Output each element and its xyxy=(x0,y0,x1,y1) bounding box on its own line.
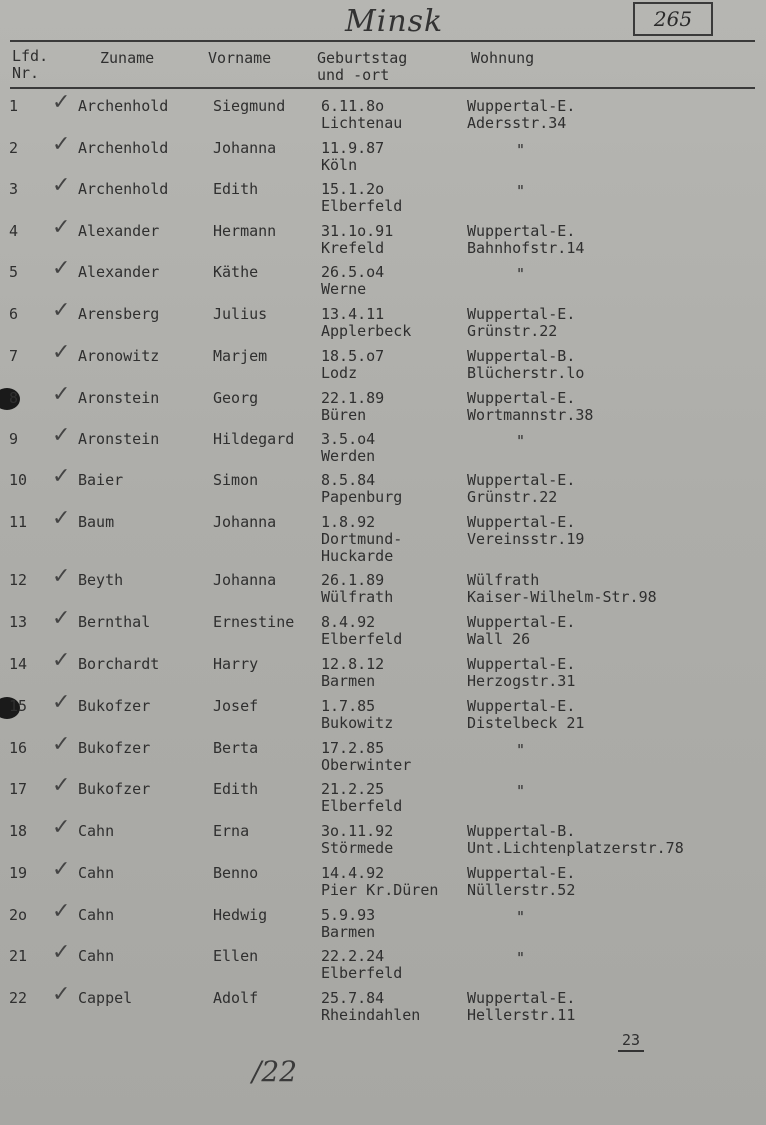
first-name: Käthe xyxy=(213,263,259,281)
address-line1: Wuppertal-E. xyxy=(467,513,576,531)
first-name: Erna xyxy=(213,822,250,840)
surname: Aronstein xyxy=(78,430,160,448)
birth-info xyxy=(321,948,402,982)
first-name: Johanna xyxy=(213,571,277,589)
row-number: 15 xyxy=(9,697,28,715)
table-row xyxy=(0,606,766,656)
address xyxy=(467,98,575,132)
birth-info xyxy=(321,98,402,132)
birth-place: Elberfeld xyxy=(321,797,403,815)
address-line2: Grünstr.22 xyxy=(467,488,558,506)
surname: Aronstein xyxy=(78,389,160,407)
first-name: Ellen xyxy=(213,947,259,965)
address-line1: " xyxy=(516,141,526,159)
first-name: Hedwig xyxy=(213,906,268,924)
address xyxy=(516,742,525,759)
address-line1: Wuppertal-E. xyxy=(467,471,576,489)
header-top-rule xyxy=(10,40,755,42)
address xyxy=(467,823,684,857)
surname: Bernthal xyxy=(78,613,151,631)
surname: Cappel xyxy=(78,989,133,1007)
row-number: 12 xyxy=(9,571,28,589)
birth-place: Barmen xyxy=(321,923,376,941)
address-line1: " xyxy=(516,182,526,200)
surname: Archenhold xyxy=(78,97,169,115)
birth-info xyxy=(321,223,393,257)
address xyxy=(467,472,575,506)
address-line1: Wülfrath xyxy=(467,571,540,589)
check-mark-icon: ✓ xyxy=(52,940,71,965)
birth-date: 22.2.24 xyxy=(321,947,385,965)
birth-place: Köln xyxy=(321,156,358,174)
address xyxy=(467,990,575,1024)
birth-info xyxy=(321,740,411,774)
row-number: 5 xyxy=(9,263,19,281)
address-line2: Adersstr.34 xyxy=(467,114,567,132)
check-mark-icon: ✓ xyxy=(52,690,71,715)
first-name: Julius xyxy=(213,305,268,323)
header-lfd-nr xyxy=(12,48,48,82)
check-mark-icon: ✓ xyxy=(52,340,71,365)
address-line2: Hellerstr.11 xyxy=(467,1006,576,1024)
table-row xyxy=(0,256,766,306)
table-row xyxy=(0,982,766,1032)
header-geburt-line2: und -ort xyxy=(317,66,390,84)
birth-date: 15.1.2o xyxy=(321,180,385,198)
birth-date: 11.9.87 xyxy=(321,139,385,157)
row-number: 8 xyxy=(9,389,19,407)
check-mark-icon: ✓ xyxy=(52,464,71,489)
surname: Alexander xyxy=(78,222,160,240)
row-number: 14 xyxy=(9,655,28,673)
birth-place: Oberwinter xyxy=(321,756,412,774)
surname: Archenhold xyxy=(78,180,169,198)
address-line1: " xyxy=(516,265,526,283)
row-number: 10 xyxy=(9,471,28,489)
birth-place: Elberfeld xyxy=(321,964,403,982)
address xyxy=(467,572,657,606)
check-mark-icon: ✓ xyxy=(52,857,71,882)
birth-place: Papenburg xyxy=(321,488,403,506)
row-number: 2 xyxy=(9,139,19,157)
birth-info xyxy=(321,306,411,340)
birth-date: 14.4.92 xyxy=(321,864,385,882)
surname: Cahn xyxy=(78,947,115,965)
table-row xyxy=(0,899,766,949)
birth-place: Applerbeck xyxy=(321,322,412,340)
table-row xyxy=(0,732,766,782)
birth-info xyxy=(321,656,384,690)
address-line2: Herzogstr.31 xyxy=(467,672,576,690)
address-line2: Blücherstr.lo xyxy=(467,364,585,382)
birth-place: Bukowitz xyxy=(321,714,394,732)
row-number: 11 xyxy=(9,513,28,531)
check-mark-icon: ✓ xyxy=(52,899,71,924)
handwritten-title-text: Minsk xyxy=(345,4,444,39)
birth-date: 8.5.84 xyxy=(321,471,376,489)
surname: Bukofzer xyxy=(78,697,151,715)
first-name: Josef xyxy=(213,697,259,715)
birth-date: 12.8.12 xyxy=(321,655,385,673)
address xyxy=(467,306,575,340)
birth-info xyxy=(321,472,402,506)
surname: Baum xyxy=(78,513,115,531)
page-number-box: 265 xyxy=(633,2,713,36)
surname: Aronowitz xyxy=(78,347,160,365)
first-name: Hildegard xyxy=(213,430,295,448)
row-number: 4 xyxy=(9,222,19,240)
check-mark-icon: ✓ xyxy=(52,815,71,840)
address-line2: Vereinsstr.19 xyxy=(467,530,585,548)
surname: Bukofzer xyxy=(78,780,151,798)
address-line1: Wuppertal-E. xyxy=(467,389,576,407)
birth-date: 22.1.89 xyxy=(321,389,385,407)
birth-info xyxy=(321,781,402,815)
birth-place: Rheindahlen xyxy=(321,1006,421,1024)
address xyxy=(467,865,575,899)
first-name: Ernestine xyxy=(213,613,295,631)
birth-date: 8.4.92 xyxy=(321,613,376,631)
row-number: 21 xyxy=(9,947,28,965)
row-number: 19 xyxy=(9,864,28,882)
birth-place: Wülfrath xyxy=(321,588,394,606)
birth-place: Barmen xyxy=(321,672,376,690)
table-row xyxy=(0,340,766,390)
table-row xyxy=(0,423,766,473)
birth-date: 21.2.25 xyxy=(321,780,385,798)
row-number: 18 xyxy=(9,822,28,840)
birth-info xyxy=(321,514,402,565)
address-line1: Wuppertal-E. xyxy=(467,305,576,323)
handwritten-footer: /22 xyxy=(252,1055,298,1088)
row-number: 13 xyxy=(9,613,28,631)
check-mark-icon: ✓ xyxy=(52,256,71,281)
header-vorname: Vorname xyxy=(208,49,272,67)
table-row xyxy=(0,464,766,514)
table-row xyxy=(0,90,766,140)
first-name: Johanna xyxy=(213,139,277,157)
birth-info xyxy=(321,990,420,1024)
birth-info xyxy=(321,264,384,298)
row-number: 9 xyxy=(9,430,19,448)
address-line1: " xyxy=(516,908,526,926)
birth-date: 26.5.o4 xyxy=(321,263,385,281)
birth-place: Büren xyxy=(321,406,367,424)
birth-date: 18.5.o7 xyxy=(321,347,385,365)
birth-date: 31.1o.91 xyxy=(321,222,394,240)
header-bottom-rule xyxy=(10,87,755,89)
birth-info xyxy=(321,865,438,899)
check-mark-icon: ✓ xyxy=(52,982,71,1007)
birth-place: Lodz xyxy=(321,364,358,382)
row-number: 6 xyxy=(9,305,19,323)
row-number: 3 xyxy=(9,180,19,198)
header-nr: Nr. xyxy=(12,64,40,82)
first-name: Johanna xyxy=(213,513,277,531)
birth-date: 3o.11.92 xyxy=(321,822,394,840)
address-line2: Unt.Lichtenplatzerstr.78 xyxy=(467,839,684,857)
address-line1: " xyxy=(516,949,526,967)
birth-info xyxy=(321,572,393,606)
address-line1: Wuppertal-E. xyxy=(467,697,576,715)
address-line2: Wall 26 xyxy=(467,630,531,648)
row-number: 7 xyxy=(9,347,19,365)
birth-place-line2: Huckarde xyxy=(321,547,394,565)
first-name: Hermann xyxy=(213,222,277,240)
birth-place: Elberfeld xyxy=(321,197,403,215)
address-line2: Wortmannstr.38 xyxy=(467,406,594,424)
address-line1: " xyxy=(516,432,526,450)
address-line2: Nüllerstr.52 xyxy=(467,881,576,899)
first-name: Marjem xyxy=(213,347,268,365)
check-mark-icon: ✓ xyxy=(52,423,71,448)
handwritten-title xyxy=(345,4,475,44)
birth-info xyxy=(321,698,393,732)
address xyxy=(516,950,525,967)
surname: Baier xyxy=(78,471,124,489)
first-name: Harry xyxy=(213,655,259,673)
address xyxy=(467,223,584,257)
birth-place: Elberfeld xyxy=(321,630,403,648)
table-row xyxy=(0,215,766,265)
row-number: 17 xyxy=(9,780,28,798)
address xyxy=(467,656,575,690)
birth-info xyxy=(321,140,384,174)
table-row xyxy=(0,648,766,698)
birth-place: Krefeld xyxy=(321,239,385,257)
header-wohnung: Wohnung xyxy=(471,49,535,67)
check-mark-icon: ✓ xyxy=(52,382,71,407)
row-number: 16 xyxy=(9,739,28,757)
address-line2: Distelbeck 21 xyxy=(467,714,585,732)
table-row xyxy=(0,132,766,182)
surname: Borchardt xyxy=(78,655,160,673)
table-row xyxy=(0,940,766,990)
surname: Cahn xyxy=(78,906,115,924)
birth-info xyxy=(321,390,384,424)
first-name: Edith xyxy=(213,780,259,798)
check-mark-icon: ✓ xyxy=(52,506,71,531)
address xyxy=(516,783,525,800)
first-name: Adolf xyxy=(213,989,259,1007)
check-mark-icon: ✓ xyxy=(52,606,71,631)
birth-info xyxy=(321,348,384,382)
surname: Arensberg xyxy=(78,305,160,323)
row-number: 22 xyxy=(9,989,28,1007)
address-line1: Wuppertal-E. xyxy=(467,97,576,115)
address-line1: Wuppertal-E. xyxy=(467,222,576,240)
check-mark-icon: ✓ xyxy=(52,564,71,589)
check-mark-icon: ✓ xyxy=(52,732,71,757)
address-line1: Wuppertal-E. xyxy=(467,989,576,1007)
surname: Beyth xyxy=(78,571,124,589)
row-number: 1 xyxy=(9,97,19,115)
surname: Cahn xyxy=(78,822,115,840)
first-name: Georg xyxy=(213,389,259,407)
address-line1: Wuppertal-E. xyxy=(467,613,576,631)
address xyxy=(516,142,525,159)
birth-info xyxy=(321,614,402,648)
address-line1: Wuppertal-E. xyxy=(467,864,576,882)
address xyxy=(516,433,525,450)
birth-date: 5.9.93 xyxy=(321,906,376,924)
header-geburt xyxy=(317,50,407,84)
birth-info xyxy=(321,181,402,215)
surname: Alexander xyxy=(78,263,160,281)
row-number: 2o xyxy=(9,906,28,924)
birth-info xyxy=(321,431,375,465)
address-line2: Bahnhofstr.14 xyxy=(467,239,585,257)
header-lfd: Lfd. xyxy=(12,47,49,65)
birth-date: 13.4.11 xyxy=(321,305,385,323)
birth-info xyxy=(321,823,393,857)
table-row xyxy=(0,382,766,432)
address xyxy=(467,698,584,732)
address xyxy=(516,909,525,926)
check-mark-icon: ✓ xyxy=(52,90,71,115)
surname: Archenhold xyxy=(78,139,169,157)
birth-date: 6.11.8o xyxy=(321,97,385,115)
check-mark-icon: ✓ xyxy=(52,215,71,240)
table-row xyxy=(0,173,766,223)
birth-place: Werden xyxy=(321,447,376,465)
table-row xyxy=(0,815,766,865)
total-count: 23 xyxy=(618,1031,644,1052)
birth-place: Störmede xyxy=(321,839,394,857)
table-row xyxy=(0,690,766,740)
surname: Bukofzer xyxy=(78,739,151,757)
birth-date: 1.8.92 xyxy=(321,513,376,531)
address-line1: " xyxy=(516,741,526,759)
address xyxy=(467,514,584,548)
birth-date: 25.7.84 xyxy=(321,989,385,1007)
birth-place: Pier Kr.Düren xyxy=(321,881,439,899)
address xyxy=(516,183,525,200)
first-name: Benno xyxy=(213,864,259,882)
table-row xyxy=(0,773,766,823)
birth-place: Lichtenau xyxy=(321,114,403,132)
birth-info xyxy=(321,907,375,941)
surname: Cahn xyxy=(78,864,115,882)
address xyxy=(516,266,525,283)
check-mark-icon: ✓ xyxy=(52,132,71,157)
table-row xyxy=(0,506,766,565)
birth-place: Dortmund- xyxy=(321,530,403,548)
address-line1: Wuppertal-B. xyxy=(467,347,576,365)
address xyxy=(467,614,575,648)
birth-date: 1.7.85 xyxy=(321,697,376,715)
table-row xyxy=(0,564,766,614)
address-line1: Wuppertal-E. xyxy=(467,655,576,673)
table-row xyxy=(0,298,766,348)
first-name: Berta xyxy=(213,739,259,757)
birth-place: Werne xyxy=(321,280,367,298)
address-line1: Wuppertal-B. xyxy=(467,822,576,840)
check-mark-icon: ✓ xyxy=(52,298,71,323)
address xyxy=(467,390,593,424)
check-mark-icon: ✓ xyxy=(52,648,71,673)
table-row xyxy=(0,857,766,907)
check-mark-icon: ✓ xyxy=(52,173,71,198)
first-name: Siegmund xyxy=(213,97,286,115)
first-name: Simon xyxy=(213,471,259,489)
address-line2: Kaiser-Wilhelm-Str.98 xyxy=(467,588,657,606)
birth-date: 26.1.89 xyxy=(321,571,385,589)
birth-date: 17.2.85 xyxy=(321,739,385,757)
address-line1: " xyxy=(516,782,526,800)
check-mark-icon: ✓ xyxy=(52,773,71,798)
first-name: Edith xyxy=(213,180,259,198)
address xyxy=(467,348,584,382)
header-zuname: Zuname xyxy=(100,49,155,67)
address-line2: Grünstr.22 xyxy=(467,322,558,340)
header-geburt-line1: Geburtstag xyxy=(317,49,408,67)
birth-date: 3.5.o4 xyxy=(321,430,376,448)
